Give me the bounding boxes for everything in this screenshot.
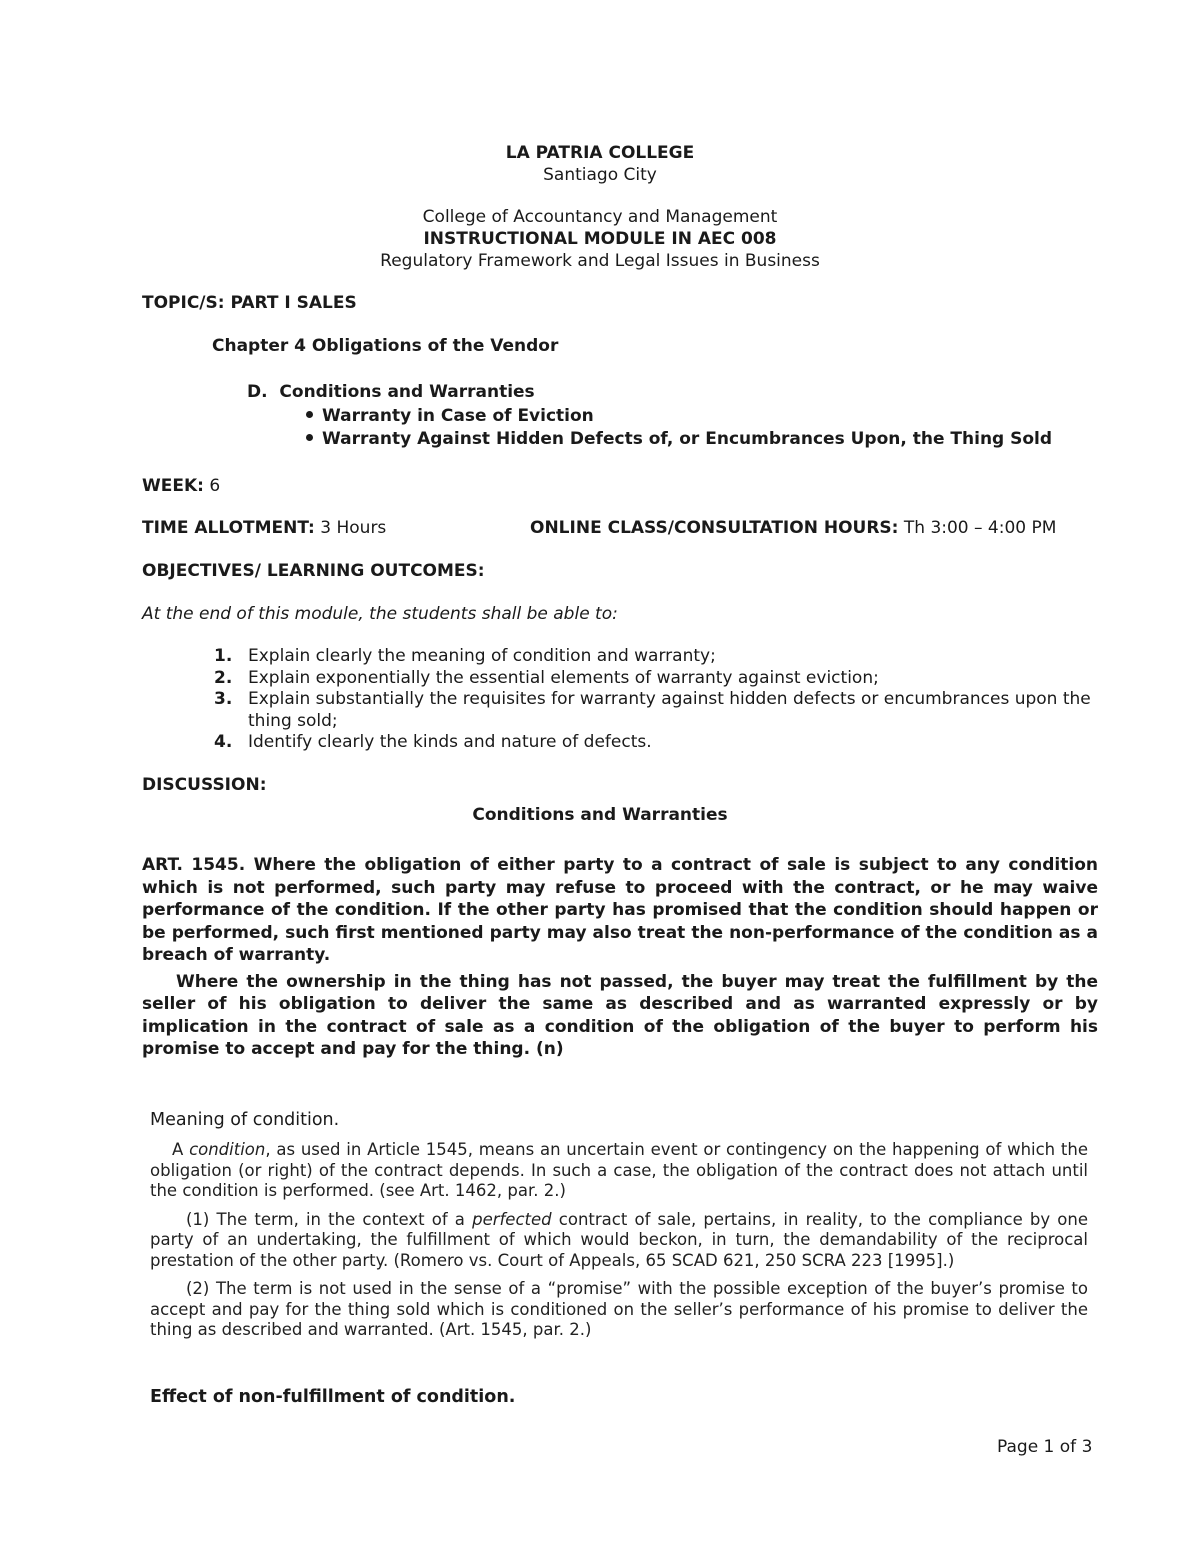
meaning-paragraph — [150, 1140, 1088, 1202]
meaning-body — [150, 1140, 1088, 1341]
item-number: 4. — [214, 732, 233, 752]
text-run: contract of sale, pertains, in reality, to the compliance by one party of an undertaking, the fulfillment of which would beckon, in turn, the demandability of the reciprocal prestation of the other party. (Romero vs. Court of Appeals, 65 SCAD 621, 250 SCRA 223 [1995].) — [150, 1209, 1089, 1270]
text-run: (1) The term, in the context of a — [186, 1209, 473, 1229]
meaning-heading: Meaning of condition. — [150, 1110, 340, 1130]
online-label: ONLINE CLASS/CONSULTATION HOURS: — [530, 518, 899, 538]
meaning-paragraph: (2) The term is not used in the sense of a “promise” with the possible exception of the buyer’s promise to accept and pay for the thing sold which is conditioned on the seller’s performance of his promise to deliver the thing as described and warranted. (Art. 1545, par. 2.) — [150, 1279, 1088, 1339]
page-number: Page 1 of 3 — [997, 1437, 1093, 1457]
item-text: Explain clearly the meaning of condition and warranty; — [248, 646, 716, 666]
item-number: 3. — [214, 689, 233, 709]
list-item — [214, 732, 1104, 754]
bullet-icon — [306, 411, 313, 418]
topic-line — [142, 293, 357, 313]
objectives-list — [214, 646, 1104, 754]
item-text: Identify clearly the kinds and nature of defects. — [248, 732, 652, 752]
chapter-title: Chapter 4 Obligations of the Vendor — [212, 336, 559, 356]
bullet-icon — [306, 434, 313, 441]
objectives-heading: OBJECTIVES/ LEARNING OUTCOMES: — [142, 561, 485, 581]
text-run: A — [172, 1140, 190, 1159]
list-item — [214, 646, 1104, 668]
item-number: 1. — [214, 646, 233, 666]
topic-bullet-text: Warranty Against Hidden Defects of, or Encumbrances Upon, the Thing Sold — [322, 429, 1053, 449]
week-label: WEEK: — [142, 476, 204, 496]
module-title: INSTRUCTIONAL MODULE IN AEC 008 — [423, 229, 777, 249]
online-hours — [530, 518, 1056, 538]
school-name: LA PATRIA COLLEGE — [505, 143, 695, 163]
week-line — [142, 476, 220, 496]
section-letter: D. — [247, 382, 268, 402]
topic-label: TOPIC/S: — [142, 293, 225, 313]
meaning-paragraph — [150, 1210, 1088, 1272]
item-text: Explain exponentially the essential elements of warranty against eviction; — [248, 667, 879, 688]
effect-heading: Effect of non-fulfillment of condition. — [150, 1387, 516, 1407]
list-item — [214, 668, 1104, 690]
article-paragraph: ART. 1545. Where the obligation of either party to a contract of sale is subject to any condition which is not performed, such party may refuse to proceed with the contract, or he may waive performance of the condition. If the other party has promised that the condition should happen or be performed, such first mentioned party may also treat the non-performance of the condition as a breach of warranty. — [142, 855, 1098, 965]
text-run: , as used in Article 1545, means an uncertain event or contingency on the happening of which the obligation (or right) of the contract depends. In such a case, the obligation of the contract does not attach until the condition is performed. (see Art. 1462, par. 2.) — [150, 1140, 1088, 1200]
topic-value: PART I SALES — [230, 293, 357, 313]
item-text: Explain substantially the requisites for warranty against hidden defects or encumbrances upon the thing sold; — [248, 689, 1091, 731]
college-name: College of Accountancy and Management — [422, 207, 778, 227]
week-value: 6 — [209, 476, 221, 496]
time-allotment — [142, 518, 386, 538]
text-run-italic: perfected — [472, 1209, 552, 1229]
objectives-intro: At the end of this module, the students shall be able to: — [142, 604, 618, 624]
topic-bullet — [306, 406, 594, 426]
list-item — [214, 689, 1104, 732]
topic-bullet-text: Warranty in Case of Eviction — [322, 406, 594, 426]
discussion-title: Conditions and Warranties — [472, 805, 728, 825]
section-title: Conditions and Warranties — [279, 382, 535, 402]
online-value: Th 3:00 – 4:00 PM — [903, 518, 1057, 538]
article-paragraph: Where the ownership in the thing has not passed, the buyer may treat the fulfillment by the seller of his obligation to deliver the same as described and as warranted expressly or by implication in the contract of sale as a condition of the obligation of the buyer to perform his promise to accept and pay for the thing. (n) — [142, 971, 1098, 1059]
topic-bullet — [306, 429, 1052, 449]
section-heading — [247, 382, 535, 402]
time-value: 3 Hours — [320, 518, 387, 538]
text-run-italic: condition — [189, 1140, 266, 1159]
time-label: TIME ALLOTMENT: — [142, 518, 315, 538]
discussion-heading: DISCUSSION: — [142, 775, 267, 795]
course-title: Regulatory Framework and Legal Issues in Business — [380, 251, 820, 271]
school-city: Santiago City — [543, 165, 657, 185]
article-1545 — [142, 854, 1098, 1061]
item-number: 2. — [214, 667, 233, 688]
